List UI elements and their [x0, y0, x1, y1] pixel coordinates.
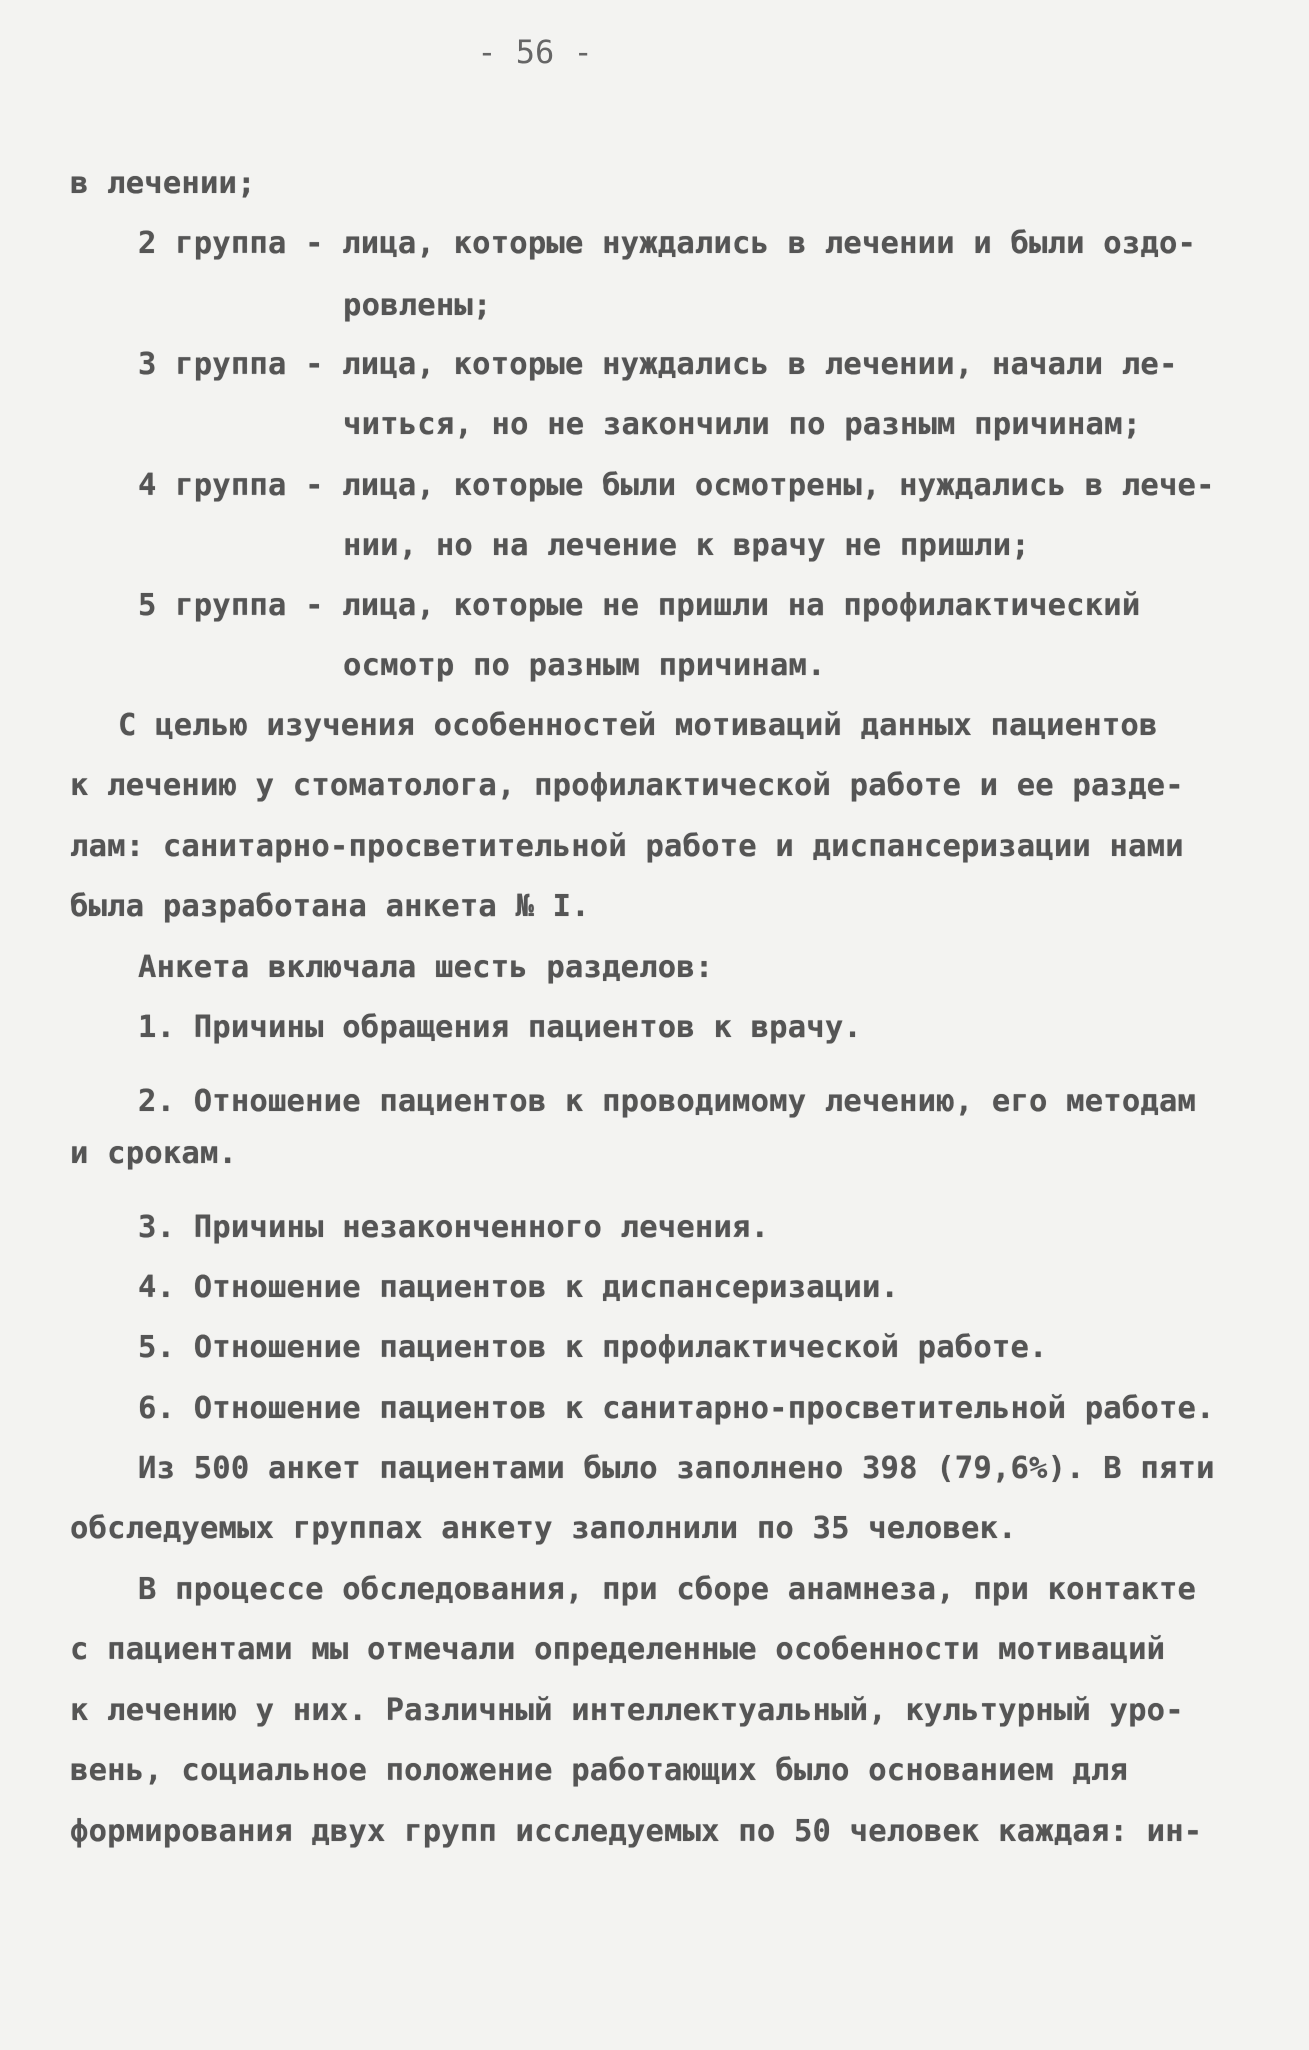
text-line: к лечению у стоматолога, профилактической работе и ее разде-	[70, 768, 1184, 803]
text-line: 3. Причины незаконченного лечения.	[138, 1210, 770, 1245]
text-line: С целью изучения особенностей мотиваций данных пациентов	[118, 708, 1158, 743]
text-line: 3 группа - лица, которые нуждались в лечении, начали ле-	[138, 347, 1178, 382]
text-line: лам: санитарно-просветительной работе и диспансеризации нами	[70, 829, 1184, 864]
text-line: 1. Причины обращения пациентов к врачу.	[138, 1010, 862, 1045]
text-line: 2. Отношение пациентов к проводимому лечению, его методам	[138, 1084, 1197, 1119]
text-line: Из 500 анкет пациентами было заполнено 398 (79,6%). В пяти	[138, 1451, 1215, 1486]
text-line: Анкета включала шесть разделов:	[138, 950, 714, 985]
text-line: 4 группа - лица, которые были осмотрены, нуждались в лече-	[138, 468, 1215, 503]
text-line: обследуемых группах анкету заполнили по 35 человек.	[70, 1511, 1017, 1546]
text-line: ровлены;	[343, 288, 492, 323]
text-line: к лечению у них. Различный интеллектуальный, культурный уро-	[70, 1693, 1184, 1728]
text-line: и срокам.	[70, 1136, 238, 1171]
text-line: с пациентами мы отмечали определенные особенности мотиваций	[70, 1632, 1166, 1667]
text-line: 6. Отношение пациентов к санитарно-просветительной работе.	[138, 1391, 1215, 1426]
text-line: формирования двух групп исследуемых по 50 человек каждая: ин-	[70, 1814, 1203, 1849]
text-line: 4. Отношение пациентов к диспансеризации.	[138, 1270, 900, 1305]
page-number: - 56 -	[477, 33, 593, 71]
text-line: 5. Отношение пациентов к профилактической работе.	[138, 1330, 1048, 1365]
text-line: осмотр по разным причинам.	[343, 648, 826, 683]
text-line: читься, но не закончили по разным причинам;	[343, 407, 1142, 442]
text-line: была разработана анкета № I.	[70, 889, 590, 924]
text-line: в лечении;	[70, 166, 256, 201]
text-line: 5 группа - лица, которые не пришли на профилактический	[138, 588, 1141, 623]
text-line: вень, социальное положение работающих было основанием для	[70, 1753, 1129, 1788]
text-line: В процессе обследования, при сборе анамнеза, при контакте	[138, 1572, 1197, 1607]
text-line: нии, но на лечение к врачу не пришли;	[343, 528, 1030, 563]
text-line: 2 группа - лица, которые нуждались в лечении и были оздо-	[138, 226, 1197, 261]
